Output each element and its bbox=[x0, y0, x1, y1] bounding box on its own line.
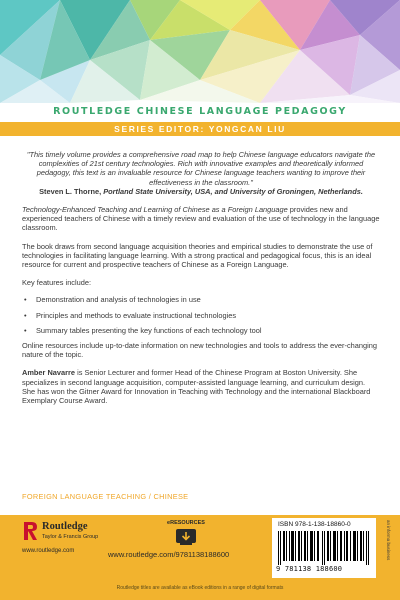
barcode-digits: 9 781138 188600 bbox=[276, 565, 343, 573]
list-item: • Principles and methods to evaluate instructional technologies bbox=[22, 311, 380, 320]
back-cover-text bbox=[22, 150, 380, 405]
book-title: Technology-Enhanced Teaching and Learning of Chinese as a Foreign Language bbox=[22, 205, 288, 215]
author-name: Amber Navarre bbox=[22, 368, 75, 378]
subject-category: FOREIGN LANGUAGE TEACHING / CHINESE bbox=[22, 492, 189, 501]
description-paragraph: The book draws from second language acquisition theories and empirical studies to demonstrate the use of technologies in facilitating language learning. With a strong practical and pedagogical focus, this is an ideal resource for current and prospective teachers of Chinese as a Foreign Language. bbox=[22, 241, 373, 270]
publisher-name: Routledge bbox=[42, 521, 88, 532]
author-bio: is Senior Lecturer and former Head of the Chinese Program at Boston University. She specializes in second language acquisition, computer-assisted language learning, and curriculum design. She has won the Gitner Award for Innovation in Teaching with Technology and the international Blackboard Exemplary Course Award. bbox=[22, 368, 371, 406]
author-bio-paragraph bbox=[22, 368, 380, 405]
endorsement-quote: "This timely volume provides a comprehensive road map to help Chinese language educators navigate the complexities of 21st century technologies. Rich with innovative examples and theoretically informed pedagogy, this text is an invaluable resource for Chinese language teachers wanting to improve their effectiveness in the classroom." bbox=[26, 150, 376, 187]
eresources-badge bbox=[160, 520, 212, 550]
publisher-logo bbox=[22, 520, 102, 560]
publisher-url: www.routledge.com bbox=[22, 548, 75, 554]
series-editor-label: SERIES EDITOR: YONGCAN LIU bbox=[114, 124, 286, 134]
publisher-subtitle: Taylor & Francis Group bbox=[42, 534, 99, 540]
list-item: • Summary tables presenting the key functions of each technology tool bbox=[22, 326, 380, 335]
book-url: www.routledge.com/9781138188600 bbox=[108, 550, 230, 559]
ebook-note: Routledge titles are available as eBook editions in a range of digital formats bbox=[116, 585, 284, 591]
isbn-text: ISBN 978-1-138-18860-0 bbox=[278, 521, 351, 528]
features-list bbox=[22, 295, 380, 335]
series-title: ROUTLEDGE CHINESE LANGUAGE PEDAGOGY bbox=[53, 106, 347, 117]
informa-business-text: an informa business bbox=[386, 520, 391, 561]
eresources-label: eRESOURCES bbox=[167, 520, 205, 526]
list-item: • Demonstration and analysis of technologies in use bbox=[22, 295, 380, 304]
series-editor-bar bbox=[0, 122, 400, 136]
intro-paragraph bbox=[22, 205, 380, 233]
routledge-r-icon bbox=[22, 520, 38, 542]
online-resources-paragraph: Online resources include up-to-date information on new technologies and tools to address the ever-changing nature of the topic. bbox=[22, 341, 377, 360]
cover-geometric-art bbox=[0, 0, 400, 103]
barcode-panel bbox=[272, 518, 376, 578]
features-heading: Key features include: bbox=[22, 278, 92, 288]
endorsement-attribution bbox=[22, 187, 380, 196]
barcode-icon bbox=[278, 531, 370, 565]
download-icon bbox=[160, 527, 212, 549]
endorser-name: Steven L. Thorne, bbox=[39, 186, 102, 196]
endorser-affiliation: Portland State University, USA, and University of Groningen, Netherlands. bbox=[103, 186, 363, 196]
intro-text: provides new and experienced teachers of Chinese with a timely review and evaluation of the use of technology in the language classroom. bbox=[22, 205, 380, 233]
